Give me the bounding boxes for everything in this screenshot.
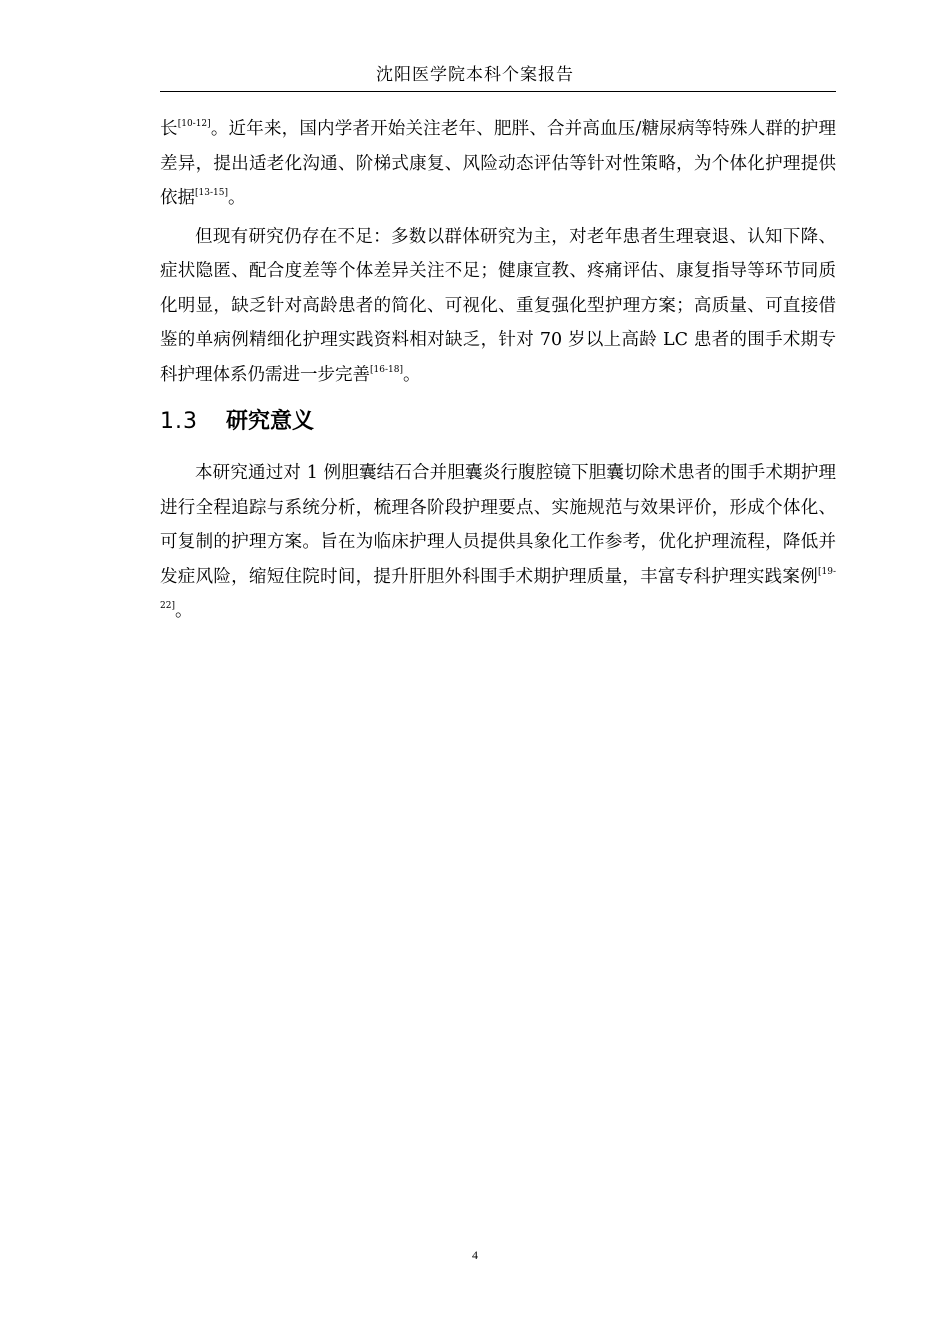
paragraph-text: 。 (402, 364, 421, 385)
section-heading (160, 402, 836, 442)
paragraph-text: 但现有研究仍存在不足：多数以群体研究为主，对老年患者生理衰退、认知下降、症状隐匿、配合度差等个体差异关注不足；健康宣教、疼痛评估、康复指导等环节同质化明显，缺乏针对高龄患者的简化、可视化、重复强化型护理方案；高质量、可直接借鉴的单病例精细化护理实践资料相对缺乏，针对 70 岁以上高龄 LC 患者的围手术期专科护理体系仍需进一步完善 (160, 226, 836, 385)
citation-reference: [16-18] (370, 364, 403, 375)
paragraph-text: 。 (174, 601, 193, 621)
citation-reference: [13-15] (195, 188, 228, 198)
body-paragraph-limitations (160, 220, 836, 393)
section-title: 研究意义 (226, 409, 315, 434)
page-body (160, 112, 836, 629)
page-number: 4 (472, 1248, 478, 1262)
citation-reference: [19-22] (160, 566, 836, 611)
body-paragraph-significance (160, 456, 836, 629)
section-number: 1.3 (160, 409, 198, 434)
body-paragraph-continuation (160, 112, 836, 216)
paragraph-text: 。 (227, 188, 246, 208)
paragraph-text: 。近年来，国内学者开始关注老年、肥胖、合并高血压/糖尿病等特殊人群的护理差异，提出适老化沟通、阶梯式康复、风险动态评估等针对性策略，为个体化护理提供依据 (160, 119, 836, 208)
header-rule (160, 91, 836, 92)
paragraph-text: 长 (160, 119, 178, 139)
citation-reference: [10-12] (177, 119, 211, 129)
running-header-title: 沈阳医学院本科个案报告 (376, 65, 574, 85)
paragraph-text: 本研究通过对 1 例胆囊结石合并胆囊炎行腹腔镜下胆囊切除术患者的围手术期护理进行全程追踪与系统分析，梳理各阶段护理要点、实施规范与效果评价，形成个体化、可复制的护理方案。旨在为临床护理人员提供具象化工作参考，优化护理流程，降低并发症风险，缩短住院时间，提升肝胆外科围手术期护理质量，丰富专科护理实践案例 (160, 463, 836, 587)
